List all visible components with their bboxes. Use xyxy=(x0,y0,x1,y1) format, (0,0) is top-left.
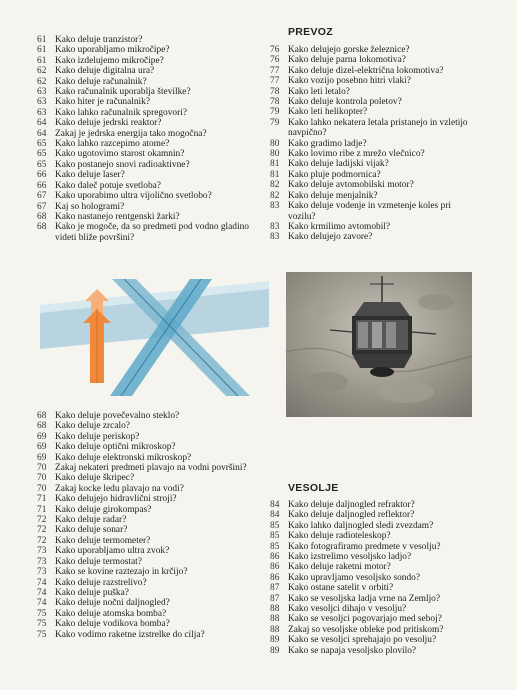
question-text: Kako upravljamo vesoljsko sondo? xyxy=(288,572,421,583)
question-text: Kako pluje podmornica? xyxy=(288,169,381,180)
page-number: 85 xyxy=(270,541,280,552)
page-number: 88 xyxy=(270,604,280,615)
question-text: Kako deluje vodenje in vzmetenje koles pri vozilu? xyxy=(288,201,451,222)
page-number: 65 xyxy=(37,149,47,160)
page-number: 73 xyxy=(37,556,47,567)
page-number: 78 xyxy=(270,86,280,97)
question-text: Kako postanejo snovi radioaktivne? xyxy=(55,159,190,170)
list-item xyxy=(37,505,265,515)
page-number: 77 xyxy=(270,76,280,87)
page-number: 68 xyxy=(37,421,47,432)
list-item xyxy=(37,442,265,452)
question-text: Kako deluje sonar? xyxy=(55,525,128,536)
list-item xyxy=(37,222,265,243)
list-item xyxy=(270,180,470,190)
vesolje-section xyxy=(270,482,470,656)
page-number: 68 xyxy=(37,222,47,233)
list-item xyxy=(37,129,265,139)
question-text: Kako deluje zrcalo? xyxy=(55,421,130,432)
list-item xyxy=(37,108,265,118)
list-item xyxy=(37,588,265,598)
page-number: 69 xyxy=(37,442,47,453)
list-item xyxy=(270,573,470,583)
question-text: Kako deluje daljnogled refraktor? xyxy=(288,500,415,510)
question-text: Kako deluje povečevalno steklo? xyxy=(55,411,180,421)
question-text: Kako deluje termometer? xyxy=(55,535,151,546)
list-item xyxy=(270,87,470,97)
list-item xyxy=(270,500,470,510)
list-item xyxy=(37,170,265,180)
page-number: 61 xyxy=(37,35,47,45)
question-text: Kako delujejo zavore? xyxy=(288,232,373,243)
list-item xyxy=(37,473,265,483)
question-text: Kako deluje raketni motor? xyxy=(288,562,391,573)
page-number: 75 xyxy=(37,619,47,630)
page-number: 72 xyxy=(37,535,47,546)
question-text: Kako se vesoljci pogovarjajo med seboj? xyxy=(288,614,442,625)
page-number: 81 xyxy=(270,159,280,170)
page-number: 62 xyxy=(37,66,47,77)
list-item xyxy=(37,453,265,463)
page-number: 74 xyxy=(37,587,47,598)
question-text: Kako se napaja vesoljsko plovilo? xyxy=(288,645,417,656)
question-text: Kako se vesoljci sprehajajo po vesolju? xyxy=(288,635,437,646)
page-number: 76 xyxy=(270,45,280,55)
list-item xyxy=(270,159,470,169)
list-item xyxy=(37,160,265,170)
page-number: 81 xyxy=(270,169,280,180)
list-item xyxy=(270,542,470,552)
list-item xyxy=(270,222,470,232)
page-number: 75 xyxy=(37,629,47,640)
page-number: 65 xyxy=(37,139,47,150)
page-number: 70 xyxy=(37,483,47,494)
page-number: 69 xyxy=(37,452,47,463)
vesolje-list xyxy=(270,500,470,656)
list-item xyxy=(270,107,470,117)
list-item xyxy=(37,546,265,556)
question-text: Kako deluje tranzistor? xyxy=(55,35,143,45)
list-item xyxy=(270,66,470,76)
page-number: 77 xyxy=(270,65,280,76)
list-item xyxy=(270,604,470,614)
left-bottom-list xyxy=(37,411,265,640)
list-item xyxy=(270,149,470,159)
page-number: 69 xyxy=(37,431,47,442)
question-text: Kako leti helikopter? xyxy=(288,107,368,118)
page-number: 79 xyxy=(270,117,280,128)
question-text: Zakaj so vesoljske obleke pod pritiskom? xyxy=(288,624,444,635)
question-text: Kako deluje vodikova bomba? xyxy=(55,619,170,630)
satellite-moon-illustration xyxy=(286,272,472,417)
question-text: Kako lahko računalnik spregovori? xyxy=(55,107,187,118)
page-number: 66 xyxy=(37,180,47,191)
page-number: 70 xyxy=(37,473,47,484)
page-number: 86 xyxy=(270,572,280,583)
question-text: Kako uporabimo ultra vijolično svetlobo? xyxy=(55,191,212,202)
list-item xyxy=(37,557,265,567)
page-number: 73 xyxy=(37,567,47,578)
prevoz-list xyxy=(270,45,470,243)
question-text: Kako deluje radar? xyxy=(55,515,127,526)
question-text: Kako deluje dizel-električna lokomotiva? xyxy=(288,65,444,76)
list-item xyxy=(270,583,470,593)
question-text: Kako deluje kontrola poletov? xyxy=(288,97,402,108)
page-number: 65 xyxy=(37,159,47,170)
page-number: 72 xyxy=(37,515,47,526)
question-text: Zakaj je jedrska energija tako mogočna? xyxy=(55,128,207,139)
list-item xyxy=(37,609,265,619)
page-number: 89 xyxy=(270,645,280,656)
question-text: Kako deluje avtomobilski motor? xyxy=(288,180,414,191)
question-text: Kako se vesoljska ladja vrne na Zemljo? xyxy=(288,593,441,604)
list-item xyxy=(270,97,470,107)
list-item xyxy=(37,432,265,442)
question-text: Kako hiter je računalnik? xyxy=(55,97,151,108)
list-item xyxy=(37,56,265,66)
question-text: Kako leti letalo? xyxy=(288,86,350,97)
question-text: Kako deluje girokompas? xyxy=(55,504,152,515)
question-text: Kako je mogoče, da so predmeti pod vodno gladino videti bliže površini? xyxy=(55,222,249,243)
list-item xyxy=(270,232,470,242)
question-text: Kako deluje daljnogled reflektor? xyxy=(288,510,415,521)
question-text: Kako vesoljci dihajo v vesolju? xyxy=(288,604,407,615)
page-number: 76 xyxy=(270,55,280,66)
list-item xyxy=(37,212,265,222)
list-item xyxy=(37,191,265,201)
question-text: Kako deluje menjalnik? xyxy=(288,190,378,201)
question-text: Kako deluje optični mikroskop? xyxy=(55,442,176,453)
question-text: Kako nastanejo rentgenski žarki? xyxy=(55,211,180,222)
list-item xyxy=(37,515,265,525)
list-item xyxy=(37,525,265,535)
question-text: Kako deluje razstrelivo? xyxy=(55,577,147,588)
question-text: Kako ugotovimo starost okamnin? xyxy=(55,149,185,160)
question-text: Kako ostane satelit v orbiti? xyxy=(288,583,394,594)
list-item xyxy=(37,494,265,504)
list-item xyxy=(37,97,265,107)
list-item xyxy=(270,594,470,604)
page-number: 67 xyxy=(37,201,47,212)
question-text: Kako krmilimo avtomobil? xyxy=(288,221,391,232)
page-number: 87 xyxy=(270,593,280,604)
page-number: 78 xyxy=(270,97,280,108)
page-number: 71 xyxy=(37,504,47,515)
question-text: Kako izdelujemo mikročipe? xyxy=(55,55,164,66)
page-number: 74 xyxy=(37,577,47,588)
question-text: Kako računalnik uporablja številke? xyxy=(55,87,191,98)
list-item xyxy=(37,598,265,608)
list-item xyxy=(270,552,470,562)
page-number: 63 xyxy=(37,107,47,118)
page-number: 86 xyxy=(270,552,280,563)
page-number: 72 xyxy=(37,525,47,536)
question-text: Kako deluje digitalna ura? xyxy=(55,66,155,77)
page-number: 79 xyxy=(270,107,280,118)
list-item xyxy=(37,567,265,577)
list-item xyxy=(37,45,265,55)
list-item xyxy=(270,510,470,520)
page-number: 88 xyxy=(270,624,280,635)
list-item xyxy=(270,76,470,86)
page-number: 85 xyxy=(270,531,280,542)
page-number: 87 xyxy=(270,583,280,594)
list-item xyxy=(37,411,265,421)
page-number: 84 xyxy=(270,510,280,521)
list-item xyxy=(37,118,265,128)
question-text: Kako lahko daljnogled sledi zvezdam? xyxy=(288,520,434,531)
list-item xyxy=(37,66,265,76)
list-item xyxy=(37,578,265,588)
question-text: Kako lahko nekatera letala pristanejo in vzletijo navpično? xyxy=(288,117,468,139)
list-item xyxy=(270,531,470,541)
page-number: 83 xyxy=(270,232,280,243)
question-text: Kako delujejo hidravlični stroji? xyxy=(55,494,177,505)
list-item xyxy=(270,55,470,65)
question-text: Kako deluje elektronski mikroskop? xyxy=(55,452,192,463)
page-number: 64 xyxy=(37,118,47,129)
question-text: Kako deluje škripec? xyxy=(55,473,135,484)
page-number: 83 xyxy=(270,221,280,232)
question-text: Kako deluje laser? xyxy=(55,170,125,181)
page-number: 63 xyxy=(37,87,47,98)
list-item xyxy=(37,484,265,494)
list-item xyxy=(270,635,470,645)
question-text: Kako daleč potuje svetloba? xyxy=(55,180,161,191)
question-text: Zakaj kocke ledu plavajo na vodi? xyxy=(55,483,184,494)
page-number: 61 xyxy=(37,45,47,56)
question-text: Kako uporabljamo mikročipe? xyxy=(55,45,170,56)
question-text: Kako fotografiramo predmete v vesolju? xyxy=(288,541,441,552)
question-text: Kako se kovine raztezajo in krčijo? xyxy=(55,567,188,578)
list-item xyxy=(270,170,470,180)
question-text: Kako deluje puška? xyxy=(55,587,129,598)
prevoz-section xyxy=(270,26,470,243)
question-text: Kako deluje atomska bomba? xyxy=(55,608,167,619)
page-number: 68 xyxy=(37,411,47,421)
page-number: 61 xyxy=(37,55,47,66)
page-number: 63 xyxy=(37,97,47,108)
list-item xyxy=(37,149,265,159)
question-text: Kako vozijo posebno hitri vlaki? xyxy=(288,76,411,87)
list-item xyxy=(37,536,265,546)
question-text: Kako izstrelimo vesoljsko ladjo? xyxy=(288,552,412,563)
page-number: 71 xyxy=(37,494,47,505)
list-item xyxy=(270,625,470,635)
lens-diagram-illustration xyxy=(40,279,269,396)
page-number: 74 xyxy=(37,598,47,609)
question-text: Kako deluje ladijski vijak? xyxy=(288,159,389,170)
page-number: 62 xyxy=(37,76,47,87)
question-text: Kako deluje računalnik? xyxy=(55,76,147,87)
list-item xyxy=(37,619,265,629)
page-number: 80 xyxy=(270,149,280,160)
page-number: 84 xyxy=(270,500,280,510)
page-number: 83 xyxy=(270,201,280,212)
page-number: 86 xyxy=(270,562,280,573)
page-number: 89 xyxy=(270,635,280,646)
question-text: Kako deluje termostat? xyxy=(55,556,142,567)
question-text: Kako deluje radioteleskop? xyxy=(288,531,391,542)
list-item xyxy=(37,139,265,149)
page-number: 67 xyxy=(37,191,47,202)
list-item xyxy=(270,45,470,55)
page-number: 82 xyxy=(270,190,280,201)
list-item xyxy=(37,181,265,191)
list-item xyxy=(270,614,470,624)
page-number: 75 xyxy=(37,608,47,619)
question-text: Kako deluje nočni daljnogled? xyxy=(55,598,170,609)
vesolje-heading: VESOLJE xyxy=(288,482,339,494)
question-text: Kaj so hologrami? xyxy=(55,201,125,212)
list-item xyxy=(37,202,265,212)
list-item xyxy=(37,630,265,640)
question-text: Kako uporabljamo ultra zvok? xyxy=(55,546,170,557)
page-number: 85 xyxy=(270,520,280,531)
page-number: 64 xyxy=(37,128,47,139)
question-text: Zakaj nekateri predmeti plavajo na vodni površini? xyxy=(55,463,247,474)
list-item xyxy=(270,562,470,572)
prevoz-heading: PREVOZ xyxy=(288,26,333,38)
list-item xyxy=(37,35,265,45)
list-item xyxy=(37,421,265,431)
list-item xyxy=(37,87,265,97)
question-text: Kako lovimo ribe z mrežo vlečnico? xyxy=(288,149,425,160)
list-item xyxy=(270,191,470,201)
list-item xyxy=(270,201,470,222)
list-item xyxy=(270,521,470,531)
question-text: Kako deluje periskop? xyxy=(55,431,140,442)
list-item xyxy=(270,139,470,149)
question-text: Kako gradimo ladje? xyxy=(288,138,367,149)
question-text: Kako deluje jedrski reaktor? xyxy=(55,118,162,129)
question-text: Kako vodimo raketne izstrelke do cilja? xyxy=(55,629,205,640)
question-text: Kako deluje parna lokomotiva? xyxy=(288,55,406,66)
page-number: 73 xyxy=(37,546,47,557)
question-text: Kako lahko razcepimo atome? xyxy=(55,139,170,150)
list-item xyxy=(270,646,470,656)
page-number: 68 xyxy=(37,211,47,222)
list-item xyxy=(270,118,470,139)
list-item xyxy=(37,463,265,473)
list-item xyxy=(37,77,265,87)
question-text: Kako delujejo gorske železnice? xyxy=(288,45,410,55)
page-number: 88 xyxy=(270,614,280,625)
page-number: 80 xyxy=(270,138,280,149)
page-number: 82 xyxy=(270,180,280,191)
page-number: 70 xyxy=(37,463,47,474)
left-top-list xyxy=(37,35,265,243)
page-number: 66 xyxy=(37,170,47,181)
